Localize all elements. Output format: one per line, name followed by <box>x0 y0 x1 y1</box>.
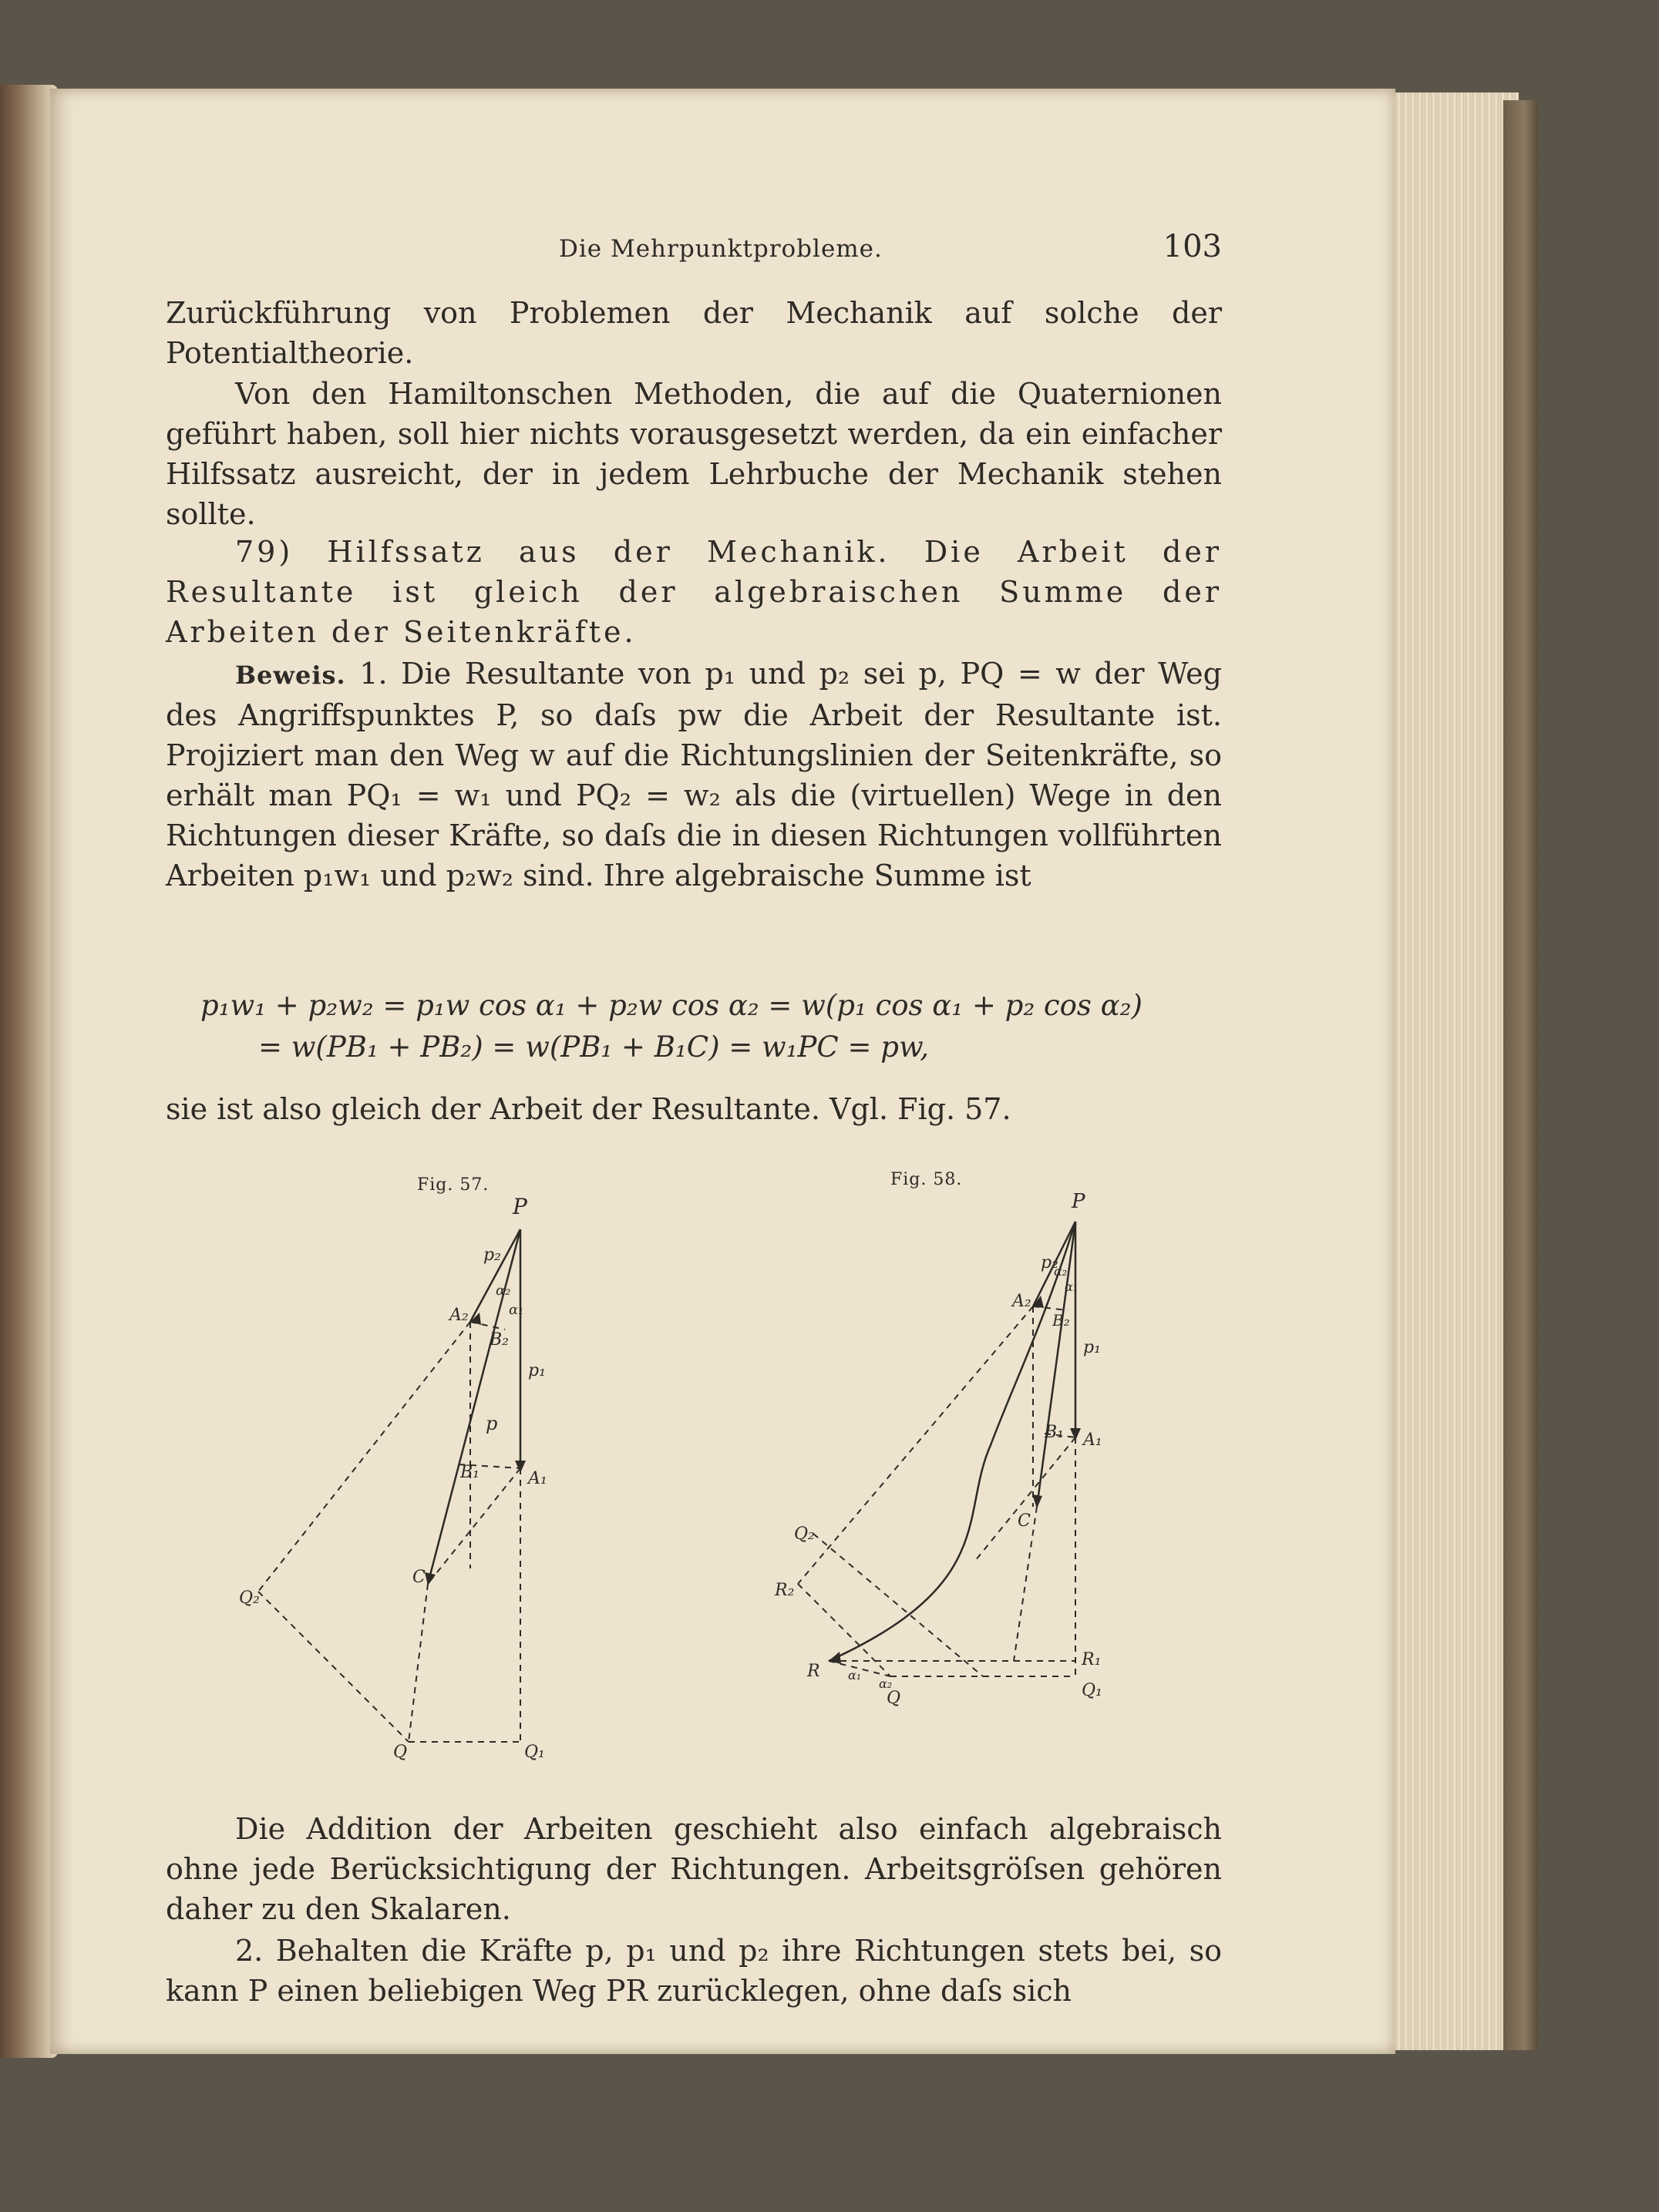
fig57-label-p: p <box>486 1413 498 1434</box>
formula-line-2: = w(PB₁ + PB₂) = w(PB₁ + B₁C) = w₁PC = pw, <box>258 1030 929 1064</box>
fig57-dash-c-q <box>409 1584 428 1742</box>
paragraph-2: Von den Hamiltonschen Methoden, die auf die Quaternionen geführt haben, soll hier nichts vorausgesetzt werden, da ein einfacher Hilfssatz ausreicht, der in jedem Lehrbuche der Mechanik stehen sollte. <box>166 377 1222 531</box>
chapter-title: Die Mehrpunktprobleme. <box>559 235 883 263</box>
fig58-label-Q2: Q₂ <box>794 1525 815 1544</box>
fig58-dash-a1-left <box>975 1437 1075 1561</box>
fig58-label-R1: R₁ <box>1082 1650 1102 1669</box>
fig58-label-B2: B₂ <box>1052 1311 1070 1330</box>
fig58-label-A2: A₂ <box>1012 1292 1031 1311</box>
fig57-arrowhead-a1 <box>515 1461 526 1473</box>
book-page <box>50 89 1395 2054</box>
page-number: 103 <box>1163 229 1222 264</box>
paragraph-5: sie ist also gleich der Arbeit der Resultante. Vgl. Fig. 57. <box>166 1092 1011 1126</box>
fig58-label-alpha2b: α₂ <box>879 1676 893 1691</box>
fig57-label-Q1: Q₁ <box>524 1743 545 1762</box>
fig58-curve-path <box>829 1222 1075 1661</box>
fig57-label-p2: p₂ <box>483 1246 501 1265</box>
fig57-label-A2: A₂ <box>449 1306 469 1325</box>
fig57-caption: Fig. 57. <box>417 1175 490 1195</box>
paragraph-7: 2. Behalten die Kräfte p, p₁ und p₂ ihre Richtungen stets bei, so kann P einen beliebigen Weg PR zurücklegen, ohne daſs sich <box>166 1934 1222 2008</box>
page-stack-edge <box>1388 92 1519 2050</box>
fig57-diagram <box>239 1183 597 1769</box>
fig58-label-alpha1b: α₁ <box>848 1668 862 1683</box>
formula-line-1: p₁w₁ + p₂w₂ = p₁w cos α₁ + p₂w cos α₂ = w(p₁ cos α₁ + p₂ cos α₂) <box>200 989 1142 1022</box>
fig58-caption: Fig. 58. <box>890 1170 963 1189</box>
paragraph-4 <box>166 654 1222 896</box>
fig57-dash-a2-q2 <box>258 1322 470 1592</box>
fig58-label-p1: p₁ <box>1083 1338 1101 1357</box>
fig57-label-alpha2: α₂ <box>496 1282 511 1299</box>
paragraph-3: 79) Hilfssatz aus der Mechanik. Die Arbeit der Resultante ist gleich der algebraischen Summe der Arbeiten der Seitenkräfte. <box>166 535 1222 649</box>
fig57-label-Q: Q <box>393 1743 408 1762</box>
fig57-label-Q2: Q₂ <box>239 1588 260 1608</box>
fig58-label-alpha2: α₂ <box>1054 1264 1068 1279</box>
fig58-label-alpha1: α₁ <box>1065 1279 1079 1294</box>
fig57-label-A1: A₁ <box>528 1469 547 1488</box>
fig58-label-R: R <box>807 1662 820 1681</box>
fig57-dash-q2-q <box>258 1592 409 1742</box>
running-head <box>166 229 1222 281</box>
fig58-label-Q1: Q₁ <box>1082 1681 1102 1700</box>
fig58-arrowhead-a1 <box>1070 1428 1081 1440</box>
beweis-label: Beweis. <box>235 661 346 690</box>
fig58-label-R2: R₂ <box>775 1581 795 1600</box>
fig58-label-Q: Q <box>887 1689 901 1708</box>
fig57-label-p1: p₁ <box>528 1361 546 1380</box>
fig58-diagram <box>721 1183 1153 1723</box>
fig57-dash-a1-c <box>428 1468 520 1584</box>
fig57-label-alpha1: α₁ <box>509 1302 524 1318</box>
fig58-dash-a2-r2 <box>798 1306 1033 1584</box>
fig57-label-C: C <box>412 1568 426 1587</box>
book-cover-edge <box>1503 100 1538 2050</box>
paragraph-6: Die Addition der Arbeiten geschieht also einfach algebraisch ohne jede Berücksichtigung der Richtungen. Arbeitsgröſsen gehören daher zu den Skalaren. <box>166 1812 1222 1926</box>
fig58-label-A1: A₁ <box>1083 1430 1102 1450</box>
fig58-label-p2: p₂ <box>1041 1253 1058 1272</box>
left-page-edge <box>0 85 58 2058</box>
fig57-arrowhead-c <box>425 1572 436 1585</box>
fig58-label-P: P <box>1072 1190 1085 1213</box>
paragraph-4-text: 1. Die Resultante von p₁ und p₂ sei p, PQ = w der Weg des Angriffspunktes P, so daſs pw die Arbeit der Resultante ist. Projiziert man den Weg w auf die Richtungslinien der Seitenkräfte, so erhält man PQ₁ = w₁ und PQ₂ = w₂ als die (virtuellen) Wege in den Richtungen dieser Kräfte, so daſs die in diesen Richtungen vollführten Arbeiten p₁w₁ und p₂w₂ sind. Ihre algebraische Summe ist <box>166 657 1222 893</box>
paragraph-1: Zurückführung von Problemen der Mechanik auf solche der Potentialtheorie. <box>166 296 1222 370</box>
fig58-label-B1: B₁ <box>1045 1423 1064 1442</box>
fig57-label-B1: B₁ <box>460 1463 480 1482</box>
fig57-label-P: P <box>513 1194 527 1219</box>
fig57-label-B2: B₂ <box>490 1330 509 1350</box>
fig58-label-C: C <box>1018 1511 1031 1531</box>
